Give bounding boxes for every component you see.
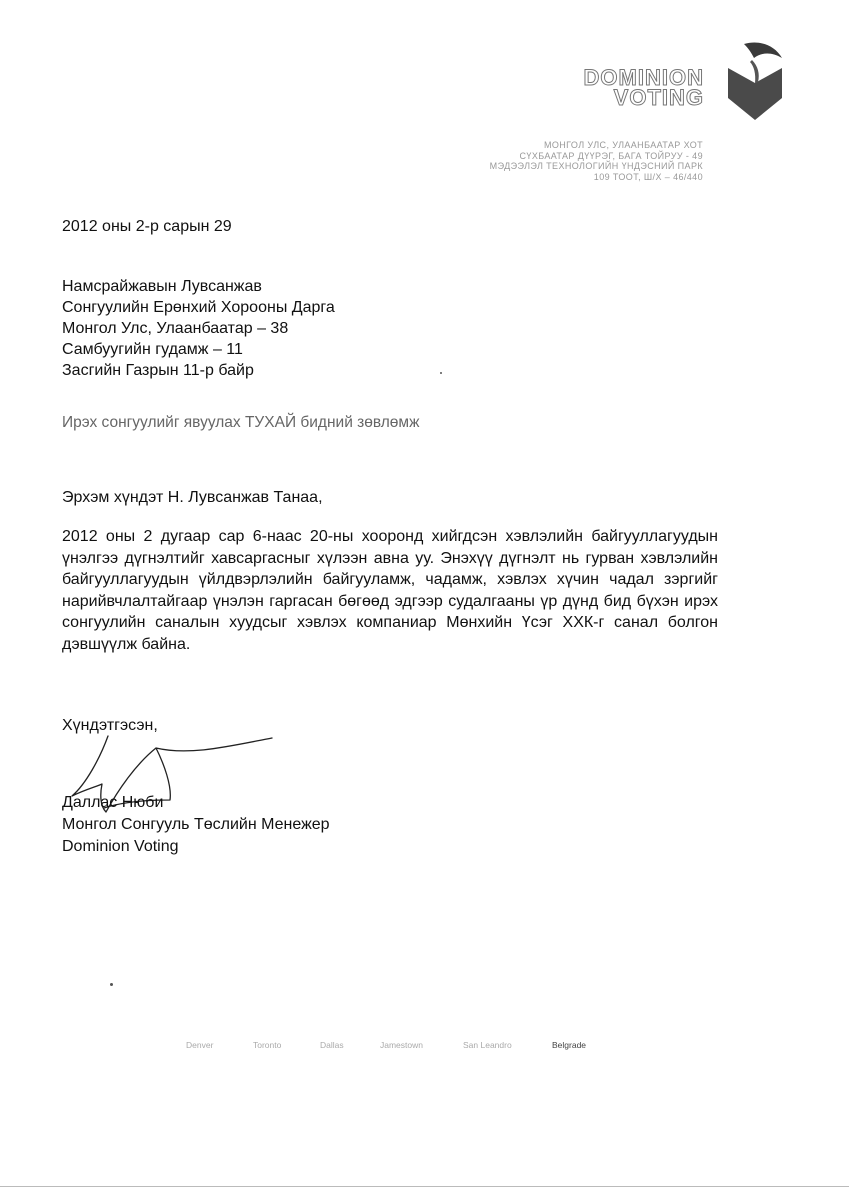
recipient-line: Монгол Улс, Улаанбаатар – 38 xyxy=(62,320,289,337)
scan-edge-line xyxy=(0,1186,849,1187)
address-line: МЭДЭЭЛЭЛ ТЕХНОЛОГИЙН ҮНДЭСНИЙ ПАРК xyxy=(489,161,703,171)
recipient-line: Намсрайжавын Лувсанжав xyxy=(62,278,262,295)
signer-name: Даллас Нюби xyxy=(62,794,164,811)
footer-city: Dallas xyxy=(320,1040,344,1050)
letter-subject: Ирэх сонгуулийг явуулах ТУХАЙ бидний зөвлөмж xyxy=(62,414,420,431)
recipient-line: Сонгуулийн Ерөнхий Хорооны Дарга xyxy=(62,299,335,316)
recipient-line: Самбуугийн гудамж – 11 xyxy=(62,341,243,358)
address-line: 109 ТООТ, Ш/Х – 46/440 xyxy=(593,171,703,182)
recipient-line: Засгийн Газрын 11-р байр xyxy=(62,362,254,379)
footer-city: Toronto xyxy=(253,1040,282,1050)
letter-date: 2012 оны 2-р сарын 29 xyxy=(62,218,232,235)
scan-speck xyxy=(110,983,113,986)
address-line: МОНГОЛ УЛС, УЛААНБААТАР ХОТ xyxy=(543,140,703,150)
footer-city: Jamestown xyxy=(380,1040,423,1050)
signer-block xyxy=(62,792,330,858)
footer-city: Belgrade xyxy=(552,1040,587,1050)
scan-speck xyxy=(440,372,442,374)
address-line: СҮХБААТАР ДҮҮРЭГ, БАГА ТОЙРУУ - 49 xyxy=(519,150,703,161)
letterhead-address xyxy=(490,140,703,182)
dominion-voting-logo xyxy=(556,38,796,138)
logo-text-line2: VOTING xyxy=(613,85,704,110)
closing: Хүндэтгэсэн, xyxy=(62,717,158,734)
logo-mark-icon xyxy=(724,38,786,126)
footer-cities xyxy=(0,1040,849,1056)
salutation: Эрхэм хүндэт Н. Лувсанжав Танаа, xyxy=(62,489,323,506)
signer-company: Dominion Voting xyxy=(62,838,179,855)
recipient-block xyxy=(62,276,335,381)
footer-city: Denver xyxy=(186,1040,214,1050)
logo-text-line1: DOMINION xyxy=(583,65,704,90)
signer-title: Монгол Сонгууль Төслийн Менежер xyxy=(62,816,330,833)
footer-city: San Leandro xyxy=(463,1040,512,1050)
letter-body: 2012 оны 2 дугаар сар 6-наас 20-ны хооронд хийгдсэн хэвлэлийн байгууллагуудын үнэлгээ дүгнэлтийг хавсаргасныг хүлээн авна уу. Энэхүү дүгнэлт нь гурван хэвлэлийн байгууллагуудын үйлдвэрлэлийн байгууламж, чадамж, хэвлэх хүчин чадал зэргийг нарийвчлалтайгаар үнэлэн гаргасан бөгөөд эдгээр судалгааны үр дүнд бид бүхэн ирэх сонгуулийн саналын хуудсыг хэвлэх компаниар Мөнхийн Үсэг ХХК-г санал болгон дэвшүүлж байна. xyxy=(62,528,718,653)
